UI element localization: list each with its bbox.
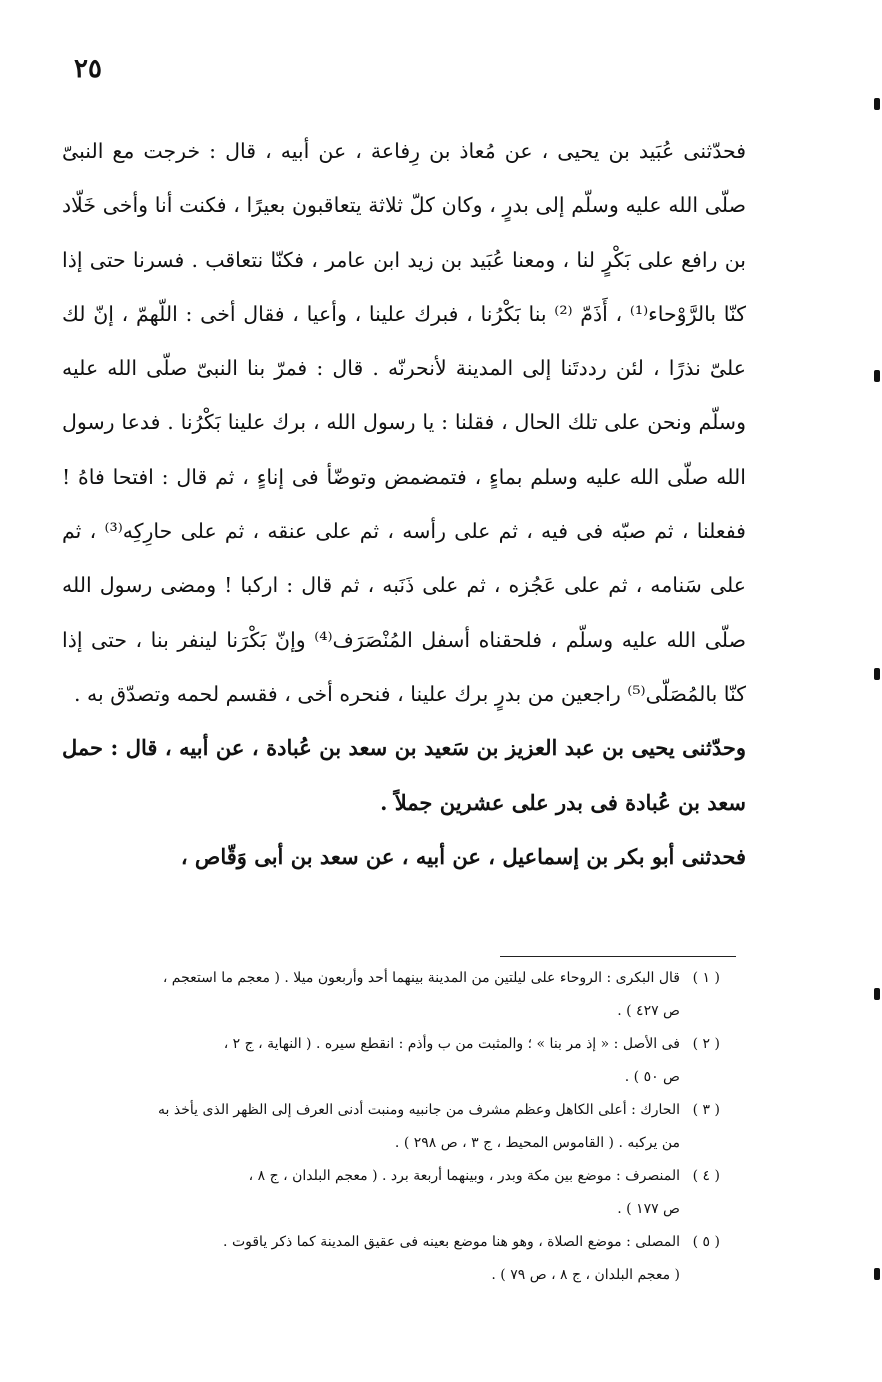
footnote-text: فى الأصل : « إذ مر بنا » ؛ والمثبت من ب وأذم : انقطع سيره . ( النهاية ، ج ٢ ، bbox=[223, 1036, 680, 1052]
scan-margin-mark bbox=[874, 98, 880, 110]
footnote-text: المصلى : موضع الصلاة ، وهو هنا موضع بعينه فى عقيق المدينة كما ذكر ياقوت . bbox=[223, 1234, 680, 1250]
footnote-5 bbox=[56, 1226, 720, 1292]
footnote-number: ( ٥ ) bbox=[692, 1234, 720, 1250]
footnote-1 bbox=[56, 962, 720, 1028]
scan-margin-mark bbox=[874, 988, 880, 1000]
paragraph-2: وحدّثنى يحيى بن عبد العزيز بن سَعيد بن سعد بن عُبادة ، عن أبيه ، قال : حمل سعد بن عُبادة فى بدر على عشرين جملاً . bbox=[62, 735, 746, 815]
footnotes bbox=[56, 962, 720, 1292]
footnote-text: الحارك : أعلى الكاهل وعظم مشرف من جانبيه ومنبت أدنى العرف إلى الظهر الذى يأخذ به bbox=[158, 1102, 680, 1118]
footnote-text: قال البكرى : الروحاء على ليلتين من المدينة بينهما أحد وأربعون ميلا . ( معجم ما استعجم ، bbox=[162, 970, 680, 986]
page-number: ٢٥ bbox=[74, 54, 102, 84]
paragraph-1: فحدّثنى عُبَيد بن يحيى ، عن مُعاذ بن رِفاعة ، عن أبيه ، قال : خرجت مع النبىّ صلّى الله عليه وسلّم إلى بدرٍ ، وكان كلّ ثلاثة يتعاقبون بعيرًا ، فكنت أنا وأخى خَلّاد بن رافع على بَكْرٍ لنا ، ومعنا عُبَيد بن زيد ابن عامر ، فكنّا نتعاقب . فسرنا حتى إذا كنّا بالرَّوْحاء⁽¹⁾ ، أَذَمّ ⁽²⁾ بنا بَكْرُنا ، فبرك علينا ، وأعيا ، فقال أخى : اللّهمّ ، إنّ لك علىّ نذرًا ، لئن رددتَنا إلى المدينة لأنحرنّه . قال : فمرّ بنا النبىّ صلّى الله عليه وسلّم ونحن على تلك الحال ، فقلنا : يا رسول الله ، برك علينا بَكْرُنا . فدعا رسول الله صلّى الله عليه وسلم بماءٍ ، فتمضمض وتوضّأ فى إناءٍ ، ثم قال : افتحا فاهُ ! ففعلنا ، ثم صبّه فى فيه ، ثم على رأسه ، ثم على عنقه ، ثم على حارِكِه⁽³⁾ ، ثم على سَنامه ، ثم على عَجُزه ، ثم على ذَنَبه ، ثم قال : اركبا ! ومضى رسول الله صلّى الله عليه وسلّم ، فلحقناه أسفل المُنْصَرَف⁽⁴⁾ وإنّ بَكْرَنا لينفر بنا ، حتى إذا كنّا بالمُصَلّى⁽⁵⁾ راجعين من بدرٍ برك علينا ، فنحره أخى ، فقسم لحمه وتصدّق به . bbox=[62, 139, 746, 706]
footnote-number: ( ٢ ) bbox=[692, 1036, 720, 1052]
footnote-text: المنصرف : موضع بين مكة وبدر ، وبينهما أربعة برد . ( معجم البلدان ، ج ٨ ، bbox=[248, 1168, 680, 1184]
scan-margin-mark bbox=[874, 668, 880, 680]
scan-margin-mark bbox=[874, 370, 880, 382]
footnote-continuation: ص ٤٢٧ ) . bbox=[617, 1003, 680, 1019]
footnote-continuation: ( معجم البلدان ، ج ٨ ، ص ٧٩ ) . bbox=[491, 1267, 680, 1283]
main-text bbox=[62, 124, 746, 884]
paragraph-3: فحدثنى أبو بكر بن إسماعيل ، عن أبيه ، عن سعد بن أبى وَقّاص ، bbox=[180, 843, 746, 869]
footnote-number: ( ٣ ) bbox=[692, 1102, 720, 1118]
footnote-continuation: من يركبه . ( القاموس المحيط ، ج ٣ ، ص ٢٩٨ ) . bbox=[394, 1135, 680, 1151]
footnote-4 bbox=[56, 1160, 720, 1226]
footnote-number: ( ٤ ) bbox=[692, 1168, 720, 1184]
footnote-number: ( ١ ) bbox=[692, 970, 720, 986]
footnote-divider bbox=[500, 956, 736, 957]
footnote-3 bbox=[56, 1094, 720, 1160]
footnote-continuation: ص ١٧٧ ) . bbox=[617, 1201, 680, 1217]
scan-margin-mark bbox=[874, 1268, 880, 1280]
footnote-2 bbox=[56, 1028, 720, 1094]
footnote-continuation: ص ٥٠ ) . bbox=[624, 1069, 680, 1085]
